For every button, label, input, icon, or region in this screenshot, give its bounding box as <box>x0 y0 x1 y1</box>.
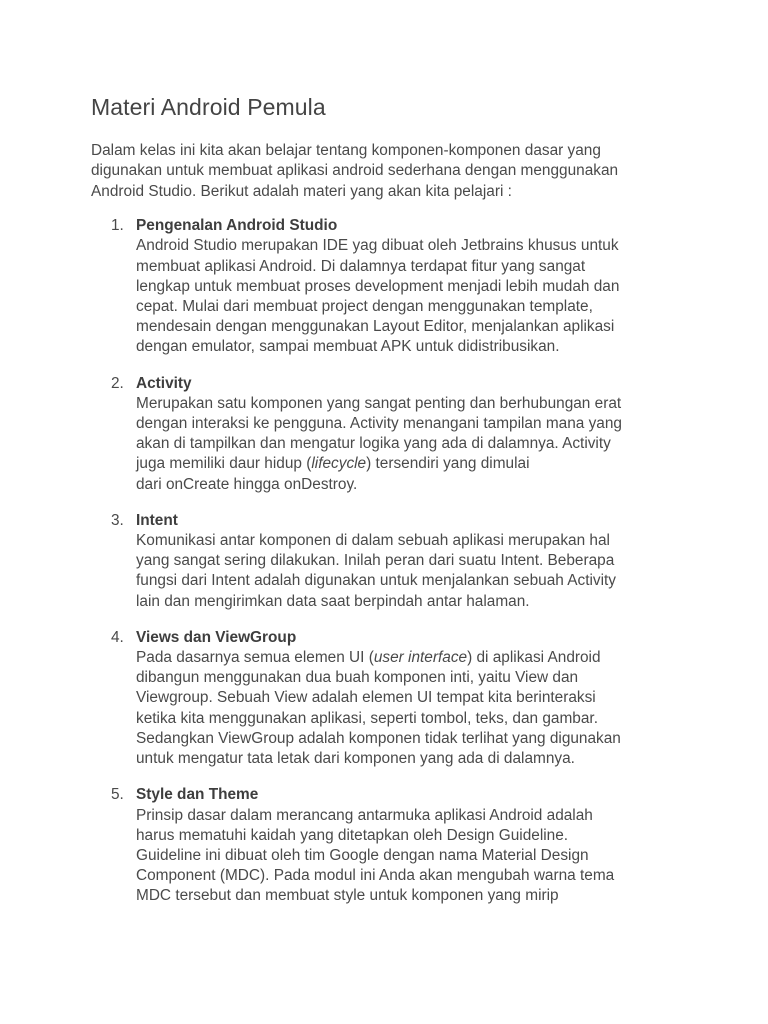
list-item <box>91 511 678 612</box>
item-text-line: lain dan mengirimkan data saat berpindah antar halaman. <box>136 592 530 610</box>
item-text-line: dibangun menggunakan dua buah komponen inti, yaitu View dan <box>136 669 579 687</box>
list-item <box>91 628 678 769</box>
item-text-line: membuat aplikasi Android. Di dalamnya terdapat fitur yang sangat <box>136 257 586 275</box>
item-text-line: harus mematuhi kaidah yang ditetapkan oleh Design Guideline. <box>136 826 569 844</box>
page-title: Materi Android Pemula <box>91 94 326 120</box>
item-title: Intent <box>136 511 178 529</box>
item-number: 2. <box>111 374 124 392</box>
item-text-line: Component (MDC). Pada modul ini Anda akan mengubah warna tema <box>136 867 615 885</box>
item-text-line: ketika kita menggunakan aplikasi, seperti tombol, teks, dan gambar. <box>136 709 598 727</box>
item-title: Views dan ViewGroup <box>136 628 297 646</box>
item-text-line: lengkap untuk membuat proses development menjadi lebih mudah dan <box>136 277 620 295</box>
item-text-line: fungsi dari Intent adalah digunakan untuk menjalankan sebuah Activity <box>136 572 617 590</box>
item-text-line: dengan interaksi ke pengguna. Activity menangani tampilan mana yang <box>136 415 622 433</box>
item-number: 5. <box>111 786 124 804</box>
item-text-line: mendesain dengan menggunakan Layout Editor, menjalankan aplikasi <box>136 318 615 336</box>
text-segment: ) tersendiri yang dimulai <box>366 455 530 473</box>
item-text-line: dari onCreate hingga onDestroy. <box>136 475 358 493</box>
item-title: Style dan Theme <box>136 786 259 804</box>
item-number: 3. <box>111 511 124 529</box>
item-text-line: MDC tersebut dan membuat style untuk komponen yang mirip <box>136 887 559 905</box>
item-text-line: akan di tampilkan dan mengatur logika yang ada di dalamnya. Activity <box>136 435 611 453</box>
text-segment: juga memiliki daur hidup ( <box>136 455 312 473</box>
text-segment: Pada dasarnya semua elemen UI ( <box>136 649 374 667</box>
item-text-line <box>136 648 678 668</box>
item-text-line: Komunikasi antar komponen di dalam sebuah aplikasi merupakan hal <box>136 532 610 550</box>
item-text-line: Prinsip dasar dalam merancang antarmuka aplikasi Android adalah <box>136 806 593 824</box>
item-text-line: dengan emulator, sampai membuat APK untuk didistribusikan. <box>136 338 560 356</box>
item-title: Pengenalan Android Studio <box>136 217 338 235</box>
italic-term: lifecycle <box>311 455 367 473</box>
topic-list <box>91 216 678 906</box>
text-segment: ) di aplikasi Android <box>467 649 601 667</box>
list-item <box>91 785 678 906</box>
item-number: 4. <box>111 628 124 646</box>
italic-term: user interface <box>373 649 468 667</box>
intro-line: digunakan untuk membuat aplikasi android sederhana dengan menggunakan <box>91 162 619 180</box>
list-item <box>91 216 678 357</box>
item-text-line: yang sangat sering dilakukan. Inilah peran dari suatu Intent. Beberapa <box>136 552 615 570</box>
item-text-line <box>136 454 678 474</box>
item-text-line: Android Studio merupakan IDE yag dibuat oleh Jetbrains khusus untuk <box>136 237 619 255</box>
item-text-line: Viewgroup. Sebuah View adalah elemen UI tempat kita berinteraksi <box>136 689 596 707</box>
item-text-line: Sedangkan ViewGroup adalah komponen tidak terlihat yang digunakan <box>136 729 621 747</box>
item-text-line: Guideline ini dibuat oleh tim Google dengan nama Material Design <box>136 846 589 864</box>
intro-paragraph <box>91 141 681 202</box>
item-text-line: untuk mengatur tata letak dari komponen yang ada di dalamnya. <box>136 750 575 768</box>
item-number: 1. <box>111 217 124 235</box>
intro-line: Android Studio. Berikut adalah materi yang akan kita pelajari : <box>91 182 512 200</box>
list-item <box>91 374 678 495</box>
item-text-line: cepat. Mulai dari membuat project dengan menggunakan template, <box>136 298 593 316</box>
item-text-line: Merupakan satu komponen yang sangat penting dan berhubungan erat <box>136 394 622 412</box>
intro-line: Dalam kelas ini kita akan belajar tentang komponen-komponen dasar yang <box>91 142 601 159</box>
item-title: Activity <box>136 374 192 392</box>
